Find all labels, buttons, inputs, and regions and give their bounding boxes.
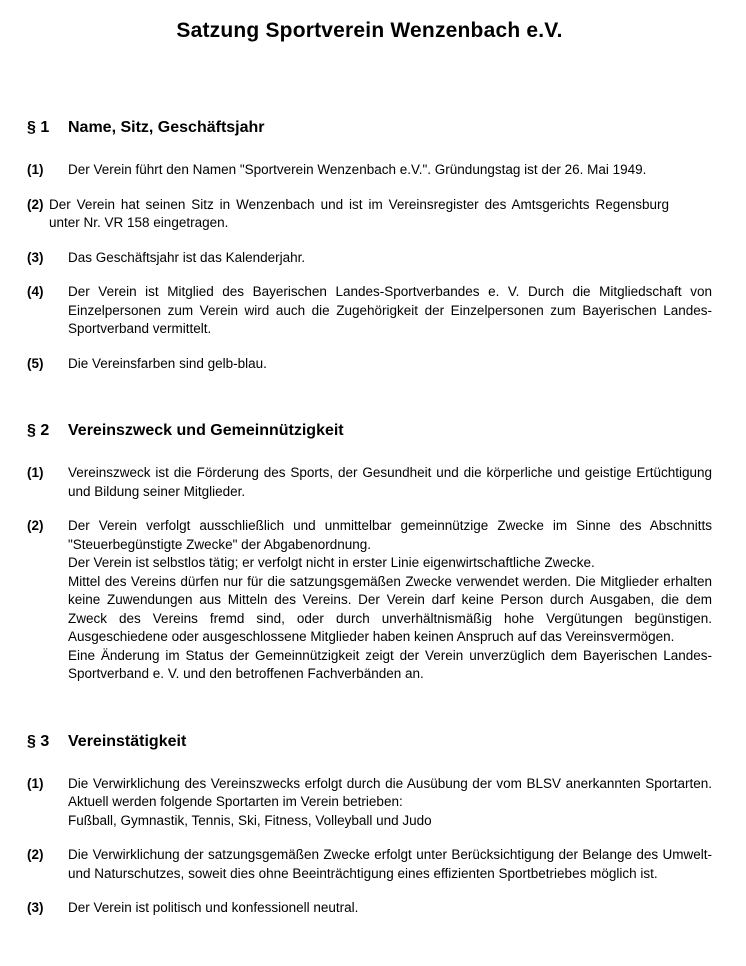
statute-section <box>27 732 712 918</box>
section-number: § 1 <box>27 119 50 136</box>
clause-text <box>68 161 712 180</box>
section-heading <box>27 118 712 137</box>
clause-paragraph: Die Verwirklichung des Vereinszwecks erfolgt durch die Ausübung der vom BLSV anerkannten Sportarten. Aktuell werden folgende Sportarten im Verein betrieben: <box>68 775 712 809</box>
clause-paragraph: Vereinszweck ist die Förderung des Sports, der Gesundheit und die körperliche und geistige Ertüchtigung und Bildung seiner Mitglieder. <box>68 465 712 499</box>
clause-list <box>27 775 712 918</box>
clause-paragraph: Das Geschäftsjahr ist das Kalenderjahr. <box>68 249 306 265</box>
section-heading <box>27 732 712 751</box>
clause-paragraph: Der Verein hat seinen Sitz in Wenzenbach und ist im Vereinsregister des Amtsgerichts Regensburg unter Nr. VR 158 eingetragen. <box>49 196 669 230</box>
clause-item <box>27 517 712 684</box>
clause-number: (5) <box>27 355 44 371</box>
clause-list <box>27 464 712 684</box>
section-number: § 3 <box>27 732 50 750</box>
clause-number: (2) <box>27 518 44 533</box>
clause-paragraph: Eine Änderung im Status der Gemeinnützigkeit zeigt der Verein unverzüglich dem Bayerischen Landes-Sportverband e. V. und den betroffenen Fachverbänden an. <box>68 647 712 681</box>
clause-paragraph: Die Vereinsfarben sind gelb-blau. <box>68 355 267 371</box>
clause-paragraph: Der Verein ist selbstlos tätig; er verfolgt nicht in erster Linie eigenwirtschaftliche Zwecke. <box>68 555 595 570</box>
clause-text <box>68 846 712 883</box>
clause-paragraph: Mittel des Vereins dürfen nur für die satzungsgemäßen Zwecke verwendet werden. Die Mitglieder erhalten keine Zuwendungen aus Mitteln des Vereins. Der Verein darf keine Person durch Ausgaben, die dem Zweck des Vereins fremd sind, oder durch unverhältnismäßig hohe Vergütungen begünstigen. Ausgeschiedene oder ausgeschlossene Mitglieder haben keinen Anspruch auf das Vereinsvermögen. <box>68 573 712 644</box>
section-number: § 2 <box>27 422 50 439</box>
clause-item <box>27 283 712 339</box>
clause-item <box>27 899 712 918</box>
clause-number: (2) <box>27 847 44 862</box>
clause-text <box>68 355 712 374</box>
clause-paragraph: Fußball, Gymnastik, Tennis, Ski, Fitness, Volleyball und Judo <box>68 812 432 828</box>
clause-text <box>49 196 669 233</box>
clause-number: (2) <box>27 196 44 212</box>
clause-paragraph: Die Verwirklichung der satzungsgemäßen Zwecke erfolgt unter Berücksichtigung der Belange des Umwelt- und Naturschutzes, soweit dies ohne Beeinträchtigung eines effizienten Sportbetriebes möglich ist. <box>68 847 712 881</box>
section-heading <box>27 421 712 440</box>
sections-container <box>27 118 712 918</box>
clause-paragraph: Der Verein ist Mitglied des Bayerischen Landes-Sportverbandes e. V. Durch die Mitgliedschaft von Einzelpersonen zum Verein wird auch die Zugehörigkeit der Einzelpersonen zum Bayerischen Landes-Sportverband vermittelt. <box>68 284 712 336</box>
clause-number: (3) <box>27 249 44 265</box>
clause-number: (4) <box>27 284 44 299</box>
clause-paragraph: Der Verein verfolgt ausschließlich und unmittelbar gemeinnützige Zwecke im Sinne des Abschnitts "Steuerbegünstigte Zwecke" der Abgabenordnung. <box>68 518 712 552</box>
clause-number: (1) <box>27 162 44 177</box>
clause-number: (3) <box>27 900 44 915</box>
clause-text <box>68 517 712 684</box>
clause-paragraph: Der Verein führt den Namen "Sportverein Wenzenbach e.V.". Gründungstag ist der 26. Mai 1949. <box>68 162 647 177</box>
clause-item <box>27 846 712 883</box>
clause-item <box>27 355 712 374</box>
clause-text <box>68 775 712 831</box>
clause-text <box>68 464 712 501</box>
document-title: Satzung Sportverein Wenzenbach e.V. <box>176 19 563 42</box>
clause-number: (1) <box>27 775 44 791</box>
statute-section <box>27 421 712 684</box>
clause-item <box>27 161 712 180</box>
clause-item <box>27 464 712 501</box>
clause-item <box>27 196 712 233</box>
clause-text <box>68 899 712 918</box>
section-title: Vereinszweck und Gemeinnützigkeit <box>68 422 344 439</box>
clause-item <box>27 775 712 831</box>
clause-number: (1) <box>27 465 44 480</box>
clause-text <box>68 283 712 339</box>
clause-paragraph: Der Verein ist politisch und konfessionell neutral. <box>68 900 359 915</box>
clause-list <box>27 161 712 373</box>
clause-text <box>68 249 712 268</box>
clause-item <box>27 249 712 268</box>
section-title: Vereinstätigkeit <box>68 732 187 750</box>
statute-section <box>27 118 712 373</box>
section-title: Name, Sitz, Geschäftsjahr <box>68 119 265 136</box>
